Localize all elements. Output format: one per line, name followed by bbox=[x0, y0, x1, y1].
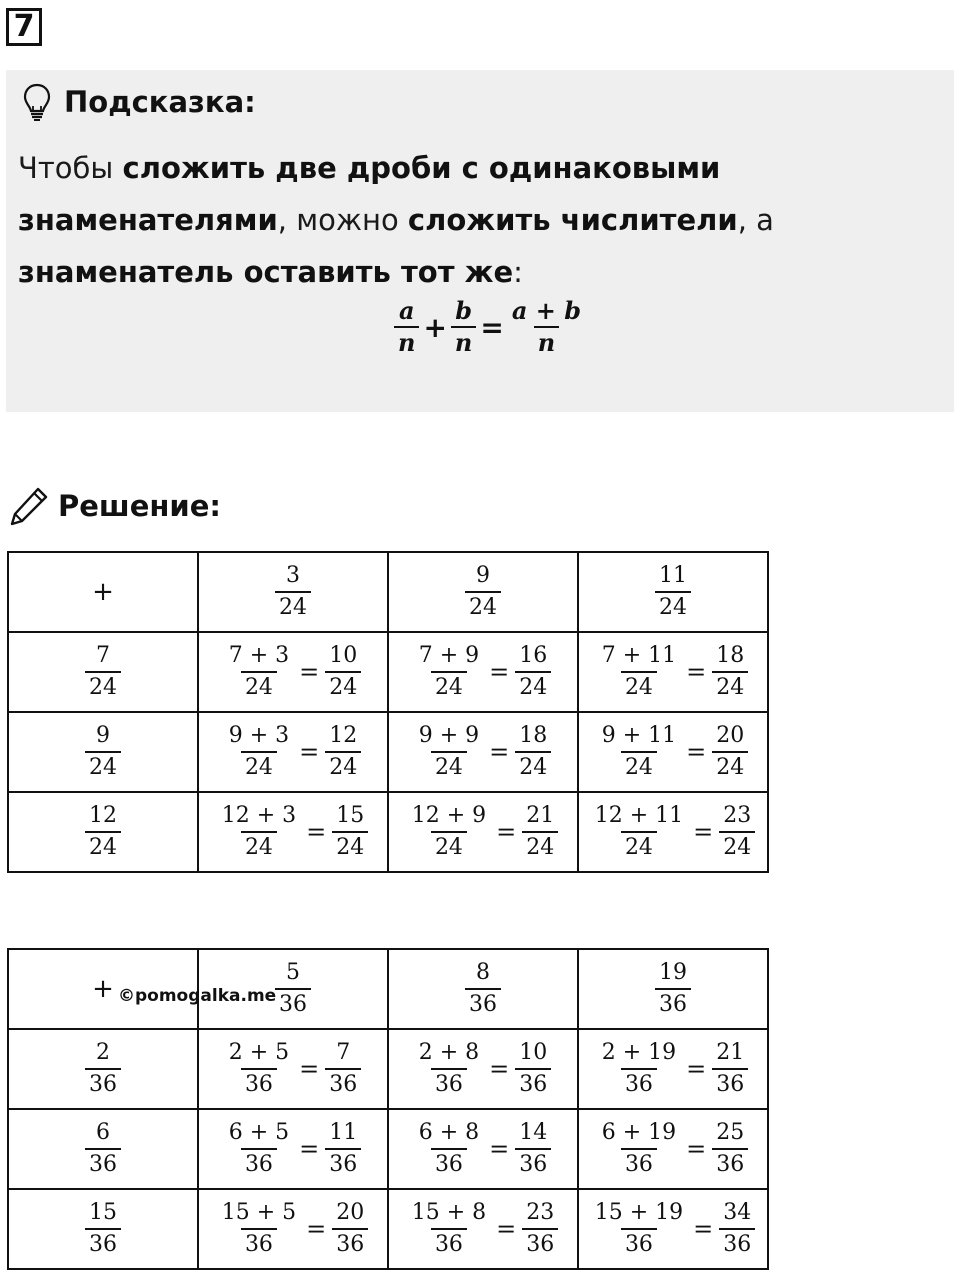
equals-sign: = bbox=[489, 1135, 510, 1163]
row-header-cell bbox=[8, 632, 198, 712]
sum-cell bbox=[388, 792, 578, 872]
sum-expression bbox=[225, 1120, 362, 1178]
row-header-fraction bbox=[85, 723, 121, 781]
result-fraction bbox=[515, 1120, 551, 1178]
denominator: 24 bbox=[431, 671, 467, 701]
hint-text-segment: сложить две дроби с одинаковыми знаменателями bbox=[18, 151, 721, 237]
sum-expression bbox=[225, 1040, 362, 1098]
row-header-cell bbox=[8, 1029, 198, 1109]
sum-fraction bbox=[591, 803, 687, 861]
table-header-row bbox=[8, 552, 768, 632]
hint-box bbox=[6, 70, 954, 412]
result-fraction bbox=[719, 1200, 755, 1258]
numerator: 12 + 11 bbox=[594, 803, 684, 828]
equals-sign: = bbox=[306, 818, 327, 846]
hint-title bbox=[22, 82, 256, 122]
denominator: 36 bbox=[431, 1148, 467, 1178]
column-header-cell bbox=[578, 552, 768, 632]
denominator: 36 bbox=[621, 1068, 657, 1098]
denominator: 36 bbox=[515, 1068, 551, 1098]
numerator: 21 bbox=[526, 803, 555, 828]
sum-fraction bbox=[598, 643, 680, 701]
sum-expression bbox=[415, 1040, 552, 1098]
sum-expression bbox=[598, 723, 749, 781]
sum-fraction bbox=[225, 1120, 293, 1178]
result-fraction bbox=[515, 643, 551, 701]
formula-fraction-b-n: $\frac{b}{n}$ bbox=[451, 298, 476, 356]
formula-plus: + bbox=[423, 310, 447, 344]
numerator: 23 bbox=[526, 1200, 555, 1225]
denominator: 36 bbox=[465, 988, 501, 1018]
sum-expression bbox=[598, 1120, 749, 1178]
column-header-fraction bbox=[275, 563, 311, 621]
numerator: 23 bbox=[723, 803, 752, 828]
table-row bbox=[8, 792, 768, 872]
sum-fraction bbox=[225, 643, 293, 701]
denominator: 36 bbox=[275, 988, 311, 1018]
denominator: 36 bbox=[325, 1068, 361, 1098]
hint-text-segment: сложить числители bbox=[407, 203, 738, 237]
numerator: 14 bbox=[519, 1120, 548, 1145]
equals-sign: = bbox=[299, 738, 320, 766]
sum-fraction bbox=[598, 1040, 680, 1098]
column-header-cell bbox=[388, 949, 578, 1029]
denominator: 36 bbox=[621, 1148, 657, 1178]
numerator: 6 + 8 bbox=[418, 1120, 480, 1145]
equals-sign: = bbox=[686, 1055, 707, 1083]
equals-sign: = bbox=[686, 738, 707, 766]
table-row bbox=[8, 632, 768, 712]
sum-cell bbox=[578, 1109, 768, 1189]
denominator: 36 bbox=[85, 1228, 121, 1258]
equals-sign: = bbox=[299, 1135, 320, 1163]
denominator: 24 bbox=[712, 671, 748, 701]
sum-fraction bbox=[598, 723, 680, 781]
sum-fraction bbox=[225, 1040, 293, 1098]
sum-cell bbox=[388, 712, 578, 792]
numerator: 6 bbox=[96, 1120, 110, 1145]
numerator: 9 + 9 bbox=[418, 723, 480, 748]
numerator: 34 bbox=[723, 1200, 752, 1225]
addition-table-24 bbox=[7, 551, 769, 873]
numerator: 11 bbox=[659, 563, 687, 588]
row-header-cell bbox=[8, 792, 198, 872]
watermark: ©pomogalka.me bbox=[118, 986, 277, 1006]
sum-cell bbox=[578, 1189, 768, 1269]
numerator: 21 bbox=[716, 1040, 745, 1065]
sum-fraction bbox=[408, 803, 490, 861]
numerator: 19 bbox=[659, 960, 687, 985]
sum-cell bbox=[578, 792, 768, 872]
result-fraction bbox=[712, 1120, 748, 1178]
sum-fraction bbox=[415, 643, 483, 701]
formula-fraction-a-n: $\frac{a}{n}$ bbox=[394, 298, 419, 356]
equals-sign: = bbox=[686, 658, 707, 686]
numerator: 12 + 3 bbox=[221, 803, 297, 828]
numerator: 20 bbox=[716, 723, 745, 748]
denominator: 36 bbox=[515, 1148, 551, 1178]
result-fraction bbox=[325, 723, 361, 781]
denominator: 24 bbox=[241, 671, 277, 701]
denominator: 36 bbox=[431, 1068, 467, 1098]
table-row bbox=[8, 712, 768, 792]
task-number: 7 bbox=[6, 8, 42, 46]
result-fraction bbox=[515, 1040, 551, 1098]
denominator: 36 bbox=[325, 1148, 361, 1178]
row-header-fraction bbox=[85, 1200, 121, 1258]
result-fraction bbox=[712, 723, 748, 781]
numerator: 18 bbox=[519, 723, 548, 748]
formula-fraction-result: $\frac{a + b}{n}$ bbox=[511, 296, 581, 357]
solution-title bbox=[8, 484, 221, 528]
denominator: 36 bbox=[241, 1148, 277, 1178]
numerator: 9 bbox=[96, 723, 110, 748]
sum-expression bbox=[591, 803, 756, 861]
sum-cell bbox=[198, 792, 388, 872]
numerator: 9 bbox=[476, 563, 490, 588]
row-header-cell bbox=[8, 712, 198, 792]
numerator: 3 bbox=[286, 563, 300, 588]
hint-text-segment: , можно bbox=[277, 203, 408, 237]
denominator: 36 bbox=[712, 1148, 748, 1178]
result-fraction bbox=[712, 643, 748, 701]
numerator: 12 bbox=[89, 803, 117, 828]
equals-sign: = bbox=[693, 1215, 714, 1243]
sum-cell bbox=[388, 1189, 578, 1269]
denominator: 24 bbox=[621, 751, 657, 781]
numerator: 9 + 3 bbox=[228, 723, 290, 748]
formula-equals: = bbox=[480, 310, 504, 344]
equals-sign: = bbox=[496, 1215, 517, 1243]
numerator: 15 bbox=[89, 1200, 117, 1225]
numerator: 7 + 11 bbox=[601, 643, 677, 668]
denominator: 36 bbox=[522, 1228, 558, 1258]
numerator: 15 + 19 bbox=[594, 1200, 684, 1225]
denominator: 24 bbox=[465, 591, 501, 621]
table-corner-plus: + bbox=[8, 552, 198, 632]
numerator: 16 bbox=[519, 643, 548, 668]
sum-fraction bbox=[218, 1200, 300, 1258]
equals-sign: = bbox=[489, 1055, 510, 1083]
denominator: 24 bbox=[325, 671, 361, 701]
hint-text-segment: Чтобы bbox=[18, 151, 123, 185]
numerator: 2 bbox=[96, 1040, 110, 1065]
sum-cell bbox=[388, 632, 578, 712]
numerator: 10 bbox=[329, 643, 358, 668]
denominator: 24 bbox=[431, 831, 467, 861]
sum-cell bbox=[388, 1029, 578, 1109]
numerator: 2 + 8 bbox=[418, 1040, 480, 1065]
sum-cell bbox=[198, 712, 388, 792]
denominator: 24 bbox=[241, 751, 277, 781]
numerator: 7 + 3 bbox=[228, 643, 290, 668]
result-fraction bbox=[719, 803, 755, 861]
denominator: 36 bbox=[85, 1148, 121, 1178]
sum-fraction bbox=[598, 1120, 680, 1178]
column-header-cell bbox=[388, 552, 578, 632]
row-header-fraction bbox=[85, 643, 121, 701]
pencil-icon bbox=[8, 485, 50, 527]
result-fraction bbox=[522, 803, 558, 861]
result-fraction bbox=[325, 1040, 361, 1098]
numerator: 7 + 9 bbox=[418, 643, 480, 668]
sum-expression bbox=[415, 723, 552, 781]
column-header-cell bbox=[578, 949, 768, 1029]
denominator: 36 bbox=[712, 1068, 748, 1098]
sum-expression bbox=[591, 1200, 756, 1258]
table-row bbox=[8, 1029, 768, 1109]
sum-expression bbox=[598, 1040, 749, 1098]
denominator: 24 bbox=[621, 831, 657, 861]
numerator: 12 bbox=[329, 723, 358, 748]
denominator: 24 bbox=[85, 671, 121, 701]
numerator: 18 bbox=[716, 643, 745, 668]
hint-formula bbox=[394, 298, 585, 356]
equals-sign: = bbox=[306, 1215, 327, 1243]
hint-title-text: Подсказка: bbox=[64, 85, 256, 119]
numerator: 2 + 5 bbox=[228, 1040, 290, 1065]
sum-expression bbox=[408, 803, 559, 861]
column-header-fraction bbox=[655, 960, 691, 1018]
sum-cell bbox=[198, 1029, 388, 1109]
numerator: 12 + 9 bbox=[411, 803, 487, 828]
lightbulb-icon bbox=[22, 82, 52, 122]
table-corner-plus: + bbox=[8, 949, 198, 1029]
numerator: 7 bbox=[96, 643, 110, 668]
equals-sign: = bbox=[686, 1135, 707, 1163]
denominator: 24 bbox=[719, 831, 755, 861]
sum-expression bbox=[225, 723, 362, 781]
sum-fraction bbox=[415, 1040, 483, 1098]
equals-sign: = bbox=[496, 818, 517, 846]
denominator: 24 bbox=[655, 591, 691, 621]
sum-expression bbox=[218, 1200, 369, 1258]
sum-cell bbox=[578, 632, 768, 712]
row-header-fraction bbox=[85, 1120, 121, 1178]
denominator: 24 bbox=[275, 591, 311, 621]
denominator: 24 bbox=[85, 831, 121, 861]
numerator: 8 bbox=[476, 960, 490, 985]
sum-fraction bbox=[408, 1200, 490, 1258]
column-header-fraction bbox=[465, 960, 501, 1018]
hint-text bbox=[18, 142, 928, 298]
denominator: 36 bbox=[719, 1228, 755, 1258]
numerator: 6 + 5 bbox=[228, 1120, 290, 1145]
column-header-cell bbox=[198, 552, 388, 632]
result-fraction bbox=[325, 1120, 361, 1178]
sum-cell bbox=[198, 1109, 388, 1189]
sum-expression bbox=[598, 643, 749, 701]
denominator: 36 bbox=[241, 1228, 277, 1258]
sum-fraction bbox=[591, 1200, 687, 1258]
equals-sign: = bbox=[489, 738, 510, 766]
sum-expression bbox=[408, 1200, 559, 1258]
denominator: 36 bbox=[85, 1068, 121, 1098]
sum-expression bbox=[225, 643, 362, 701]
result-fraction bbox=[522, 1200, 558, 1258]
numerator: 10 bbox=[519, 1040, 548, 1065]
denominator: 24 bbox=[241, 831, 277, 861]
denominator: 24 bbox=[332, 831, 368, 861]
result-fraction bbox=[332, 803, 368, 861]
denominator: 24 bbox=[325, 751, 361, 781]
numerator: 2 + 19 bbox=[601, 1040, 677, 1065]
result-fraction bbox=[712, 1040, 748, 1098]
numerator: 5 bbox=[286, 960, 300, 985]
result-fraction bbox=[325, 643, 361, 701]
equals-sign: = bbox=[489, 658, 510, 686]
numerator: 6 + 19 bbox=[601, 1120, 677, 1145]
equals-sign: = bbox=[299, 1055, 320, 1083]
sum-fraction bbox=[415, 1120, 483, 1178]
denominator: 36 bbox=[621, 1228, 657, 1258]
numerator: 7 bbox=[336, 1040, 351, 1065]
numerator: 15 + 8 bbox=[411, 1200, 487, 1225]
column-header-fraction bbox=[275, 960, 311, 1018]
sum-expression bbox=[415, 1120, 552, 1178]
row-header-cell bbox=[8, 1109, 198, 1189]
denominator: 24 bbox=[712, 751, 748, 781]
denominator: 24 bbox=[515, 751, 551, 781]
column-header-fraction bbox=[655, 563, 691, 621]
sum-fraction bbox=[225, 723, 293, 781]
solution-title-text: Решение: bbox=[58, 489, 222, 523]
sum-fraction bbox=[415, 723, 483, 781]
result-fraction bbox=[332, 1200, 368, 1258]
numerator: 11 bbox=[329, 1120, 358, 1145]
numerator: 20 bbox=[336, 1200, 365, 1225]
numerator: 15 bbox=[336, 803, 365, 828]
column-header-fraction bbox=[465, 563, 501, 621]
numerator: 15 + 5 bbox=[221, 1200, 297, 1225]
hint-text-segment: знаменатель оставить тот же bbox=[18, 255, 514, 289]
sum-cell bbox=[578, 712, 768, 792]
sum-expression bbox=[218, 803, 369, 861]
denominator: 24 bbox=[522, 831, 558, 861]
denominator: 24 bbox=[85, 751, 121, 781]
row-header-fraction bbox=[85, 1040, 121, 1098]
denominator: 36 bbox=[431, 1228, 467, 1258]
numerator: 25 bbox=[716, 1120, 745, 1145]
numerator: 9 + 11 bbox=[601, 723, 677, 748]
sum-cell bbox=[198, 1189, 388, 1269]
table-row bbox=[8, 1189, 768, 1269]
denominator: 36 bbox=[332, 1228, 368, 1258]
equals-sign: = bbox=[693, 818, 714, 846]
hint-text-segment: : bbox=[513, 255, 523, 289]
denominator: 24 bbox=[621, 671, 657, 701]
equals-sign: = bbox=[299, 658, 320, 686]
table-row bbox=[8, 1109, 768, 1189]
sum-cell bbox=[198, 632, 388, 712]
sum-cell bbox=[388, 1109, 578, 1189]
row-header-cell bbox=[8, 1189, 198, 1269]
denominator: 36 bbox=[655, 988, 691, 1018]
denominator: 24 bbox=[431, 751, 467, 781]
row-header-fraction bbox=[85, 803, 121, 861]
denominator: 24 bbox=[515, 671, 551, 701]
sum-fraction bbox=[218, 803, 300, 861]
sum-expression bbox=[415, 643, 552, 701]
sum-cell bbox=[578, 1029, 768, 1109]
hint-text-segment: , а bbox=[737, 203, 774, 237]
denominator: 36 bbox=[241, 1068, 277, 1098]
result-fraction bbox=[515, 723, 551, 781]
